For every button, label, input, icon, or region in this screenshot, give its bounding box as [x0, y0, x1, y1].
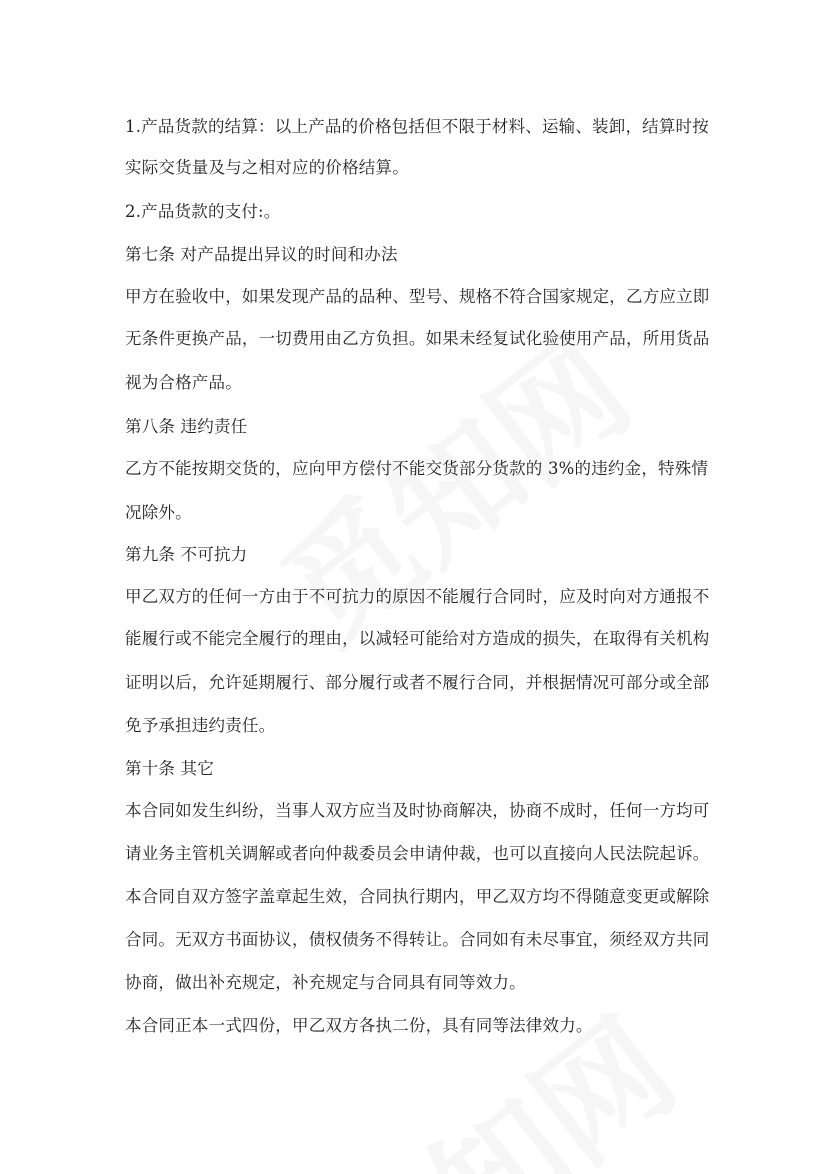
text-line: 协商，做出补充规定，补充规定与合同具有同等效力。 — [125, 973, 526, 992]
text-line: 免予承担违约责任。 — [125, 716, 276, 735]
text-line: 甲乙双方的任何一方由于不可抗力的原因不能履行合同时，应及时向对方通报不 — [125, 587, 710, 606]
text-line: 实际交货量及与之相对应的价格结算。 — [125, 158, 409, 177]
section-heading-10: 第十条 其它 — [125, 759, 214, 778]
section-heading-9: 第九条 不可抗力 — [125, 545, 248, 564]
text-line: 1.产品货款的结算：以上产品的价格包括但不限于材料、运输、装卸，结算时按 — [125, 117, 709, 136]
section-heading-8: 第八条 违约责任 — [125, 417, 248, 436]
text-line: 无条件更换产品，一切费用由乙方负担。如果未经复试化验使用产品，所用货品 — [125, 329, 710, 348]
text-line: 证明以后，允许延期履行、部分履行或者不履行合同，并根据情况可部分或全部 — [125, 673, 710, 692]
watermark — [284, 970, 706, 1174]
text-line: 本合同自双方签字盖章起生效，合同执行期内，甲乙双方均不得随意变更或解除 — [125, 887, 710, 906]
text-line: 况除外。 — [125, 503, 192, 522]
text-line: 能履行或不能完全履行的理由，以减轻可能给对方造成的损失，在取得有关机构 — [125, 629, 710, 648]
text-line: 乙方不能按期交货的，应向甲方偿付不能交货部分货款的 3%的违约金，特殊情 — [125, 459, 709, 478]
text-line: 请业务主管机关调解或者向仲裁委员会申请仲裁，也可以直接向人民法院起诉。 — [125, 844, 710, 863]
text-line: 本合同如发生纠纷，当事人双方应当及时协商解决，协商不成时，任何一方均可 — [125, 801, 710, 820]
text-line: 本合同正本一式四份，甲乙双方各执二份，具有同等法律效力。 — [125, 1016, 593, 1035]
section-heading-7: 第七条 对产品提出异议的时间和办法 — [125, 245, 398, 264]
text-line: 视为合格产品。 — [125, 373, 242, 392]
text-line: 甲方在验收中，如果发现产品的品种、型号、规格不符合国家规定，乙方应立即 — [125, 287, 710, 306]
text-line: 合同。无双方书面协议，债权债务不得转让。合同如有未尽事宜，须经双方共同 — [125, 930, 710, 949]
text-line: 2.产品货款的支付:。 — [125, 202, 281, 221]
